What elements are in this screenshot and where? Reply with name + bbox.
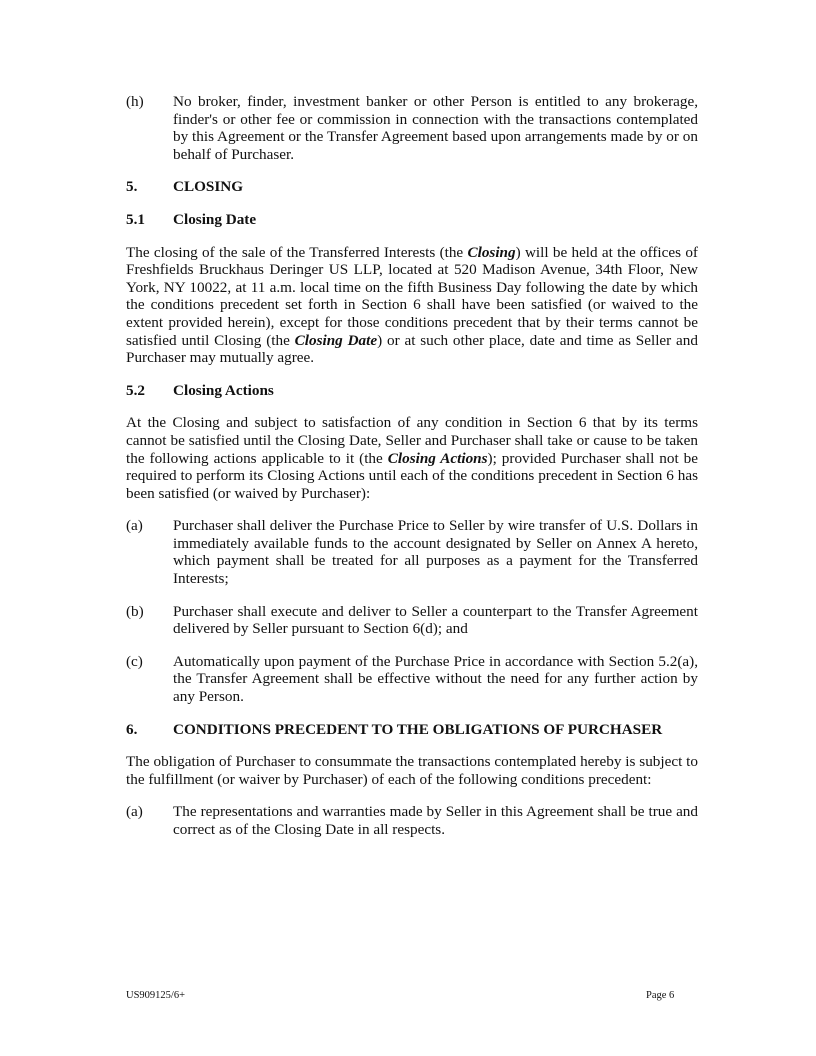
section-number: 5.2 — [126, 381, 145, 399]
conditions-paragraph: The obligation of Purchaser to consummate the transactions contemplated hereby is subject to the fulfillment (or waiver by Purchaser) of each of the following conditions precedent: — [126, 753, 698, 788]
section-title: Closing Actions — [173, 381, 274, 399]
section-5-2-heading — [126, 382, 698, 400]
clause-label: (a) — [126, 517, 143, 535]
clause-text: The representations and warranties made by Seller in this Agreement shall be true and correct as of the Closing Date in all respects. — [173, 803, 698, 838]
clause-h — [126, 93, 698, 163]
section-number: 6. — [126, 720, 138, 738]
section-number: 5. — [126, 178, 138, 196]
clause-label: (a) — [126, 803, 143, 821]
paragraph-text: The closing of the sale of the Transferred Interests (the — [126, 243, 468, 261]
section-5-1-heading — [126, 211, 698, 229]
defined-term-closing: Closing — [467, 243, 516, 261]
clause-text: No broker, finder, investment banker or other Person is entitled to any brokerage, finder's or other fee or commission in connection with the transactions contemplated by this Agreement or the Transfer Agreement based upon arrangements made by or on behalf of Purchaser. — [173, 93, 698, 163]
footer-page-number: Page 6 — [646, 990, 675, 1001]
section-title: Closing Date — [173, 210, 257, 228]
clause-5-2-b — [126, 603, 698, 638]
section-number: 5.1 — [126, 210, 145, 228]
section-title: CONDITIONS PRECEDENT TO THE OBLIGATIONS OF PURCHASER — [173, 720, 663, 738]
clause-text: Purchaser shall deliver the Purchase Price to Seller by wire transfer of U.S. Dollars in immediately available funds to the account designated by Seller on Annex A hereto, which payment shall be treated for all purposes as a payment for the Transferred Interests; — [173, 517, 698, 588]
clause-text: Purchaser shall execute and deliver to Seller a counterpart to the Transfer Agreement delivered by Seller pursuant to Section 6(d); and — [173, 602, 698, 638]
page-content — [126, 93, 698, 839]
defined-term-closing-date: Closing Date — [294, 331, 378, 349]
clause-5-2-a — [126, 517, 698, 587]
paragraph-text: ); provided Purchaser shall not be required to perform its Closing Actions until each of the conditions precedent in Section 6 has been satisfied (or waived by Purchaser): — [126, 449, 699, 502]
clause-6-a — [126, 803, 698, 838]
section-title: CLOSING — [173, 178, 244, 196]
footer-document-id: US909125/6+ — [126, 990, 186, 1001]
clause-5-2-c — [126, 653, 698, 706]
clause-label: (h) — [126, 93, 144, 110]
closing-date-paragraph — [126, 244, 698, 367]
paragraph-text: ) will be held at the offices of Freshfields Bruckhaus Deringer US LLP, located at 520 Madison Avenue, 34th Floor, New York, NY 10022, at 11 a.m. local time on the fifth Business Day following the date by which the conditions precedent set forth in Section 6 shall have been satisfied (or waived to the extent provided herein), except for those conditions precedent that by their terms cannot be satisfied until Closing (the — [126, 243, 698, 349]
section-6-heading — [126, 721, 698, 739]
paragraph-text: At the Closing and subject to satisfaction of any condition in Section 6 that by its terms cannot be satisfied until the Closing Date, Seller and Purchaser shall take or cause to be taken the following actions applicable to it (the — [126, 414, 698, 467]
clause-label: (c) — [126, 652, 143, 670]
section-5-heading — [126, 178, 698, 196]
paragraph-text: ) or at such other place, date and time as Seller and Purchaser may mutually agree. — [126, 331, 698, 367]
clause-text: Automatically upon payment of the Purchase Price in accordance with Section 5.2(a), the Transfer Agreement shall be effective without the need for any further action by any Person. — [173, 652, 698, 706]
clause-label: (b) — [126, 602, 144, 620]
closing-actions-paragraph — [126, 414, 698, 502]
defined-term-closing-actions: Closing Actions — [387, 449, 488, 467]
